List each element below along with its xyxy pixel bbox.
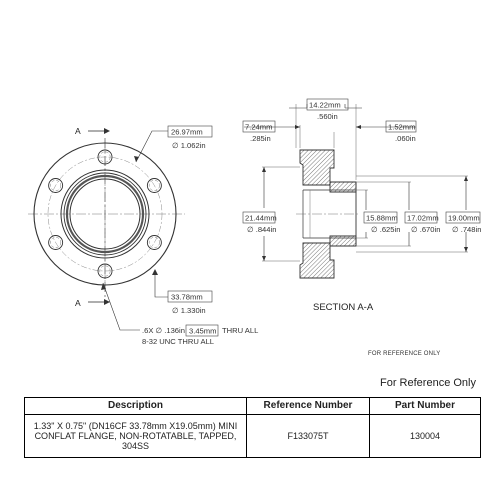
flange-od-in: ∅ 1.330in — [172, 306, 206, 315]
section-marker-top: A — [75, 126, 81, 136]
cell-part-number: 130004 — [370, 415, 481, 458]
dim-flange-thickness — [243, 121, 334, 148]
flange-thickness-in: .285in — [250, 134, 271, 143]
bolt-circle-in: ∅ 1.062in — [172, 141, 206, 150]
knife-edge-in: .060in — [395, 134, 416, 143]
reference-note: For Reference Only — [380, 377, 476, 389]
recess-in: ∅ .844in — [247, 225, 277, 234]
dim-bolt-circle — [134, 126, 212, 162]
table-row — [25, 415, 481, 458]
flange-od-mm: 33.78mm — [171, 292, 203, 302]
counterbore-mm: 19.00mm — [448, 213, 480, 223]
overall-length-in: .560in — [317, 112, 338, 121]
bore-in: ∅ .625in — [371, 225, 401, 234]
front-view — [28, 126, 258, 346]
dim-recess-diameter — [243, 167, 300, 261]
reference-note-small: FOR REFERENCE ONLY — [368, 351, 441, 357]
dim-bore-diameter — [356, 190, 400, 238]
part-info-table — [24, 397, 481, 458]
header-reference-number: Reference Number — [247, 398, 370, 415]
dim-flange-od — [152, 269, 212, 315]
flange-thickness-mm: 7.24mm — [245, 122, 273, 132]
overall-length-mm: 14.22mm — [309, 100, 341, 110]
tube-od-mm: 17.02mm — [407, 213, 439, 223]
header-part-number: Part Number — [370, 398, 481, 415]
cell-description: 1.33" X 0.75" (DN16CF 33.78mm X19.05mm) MINI CONFLAT FLANGE, NON-ROTATABLE, TAPPED, 304SS — [25, 415, 247, 458]
table-header-row — [25, 398, 481, 415]
holes-dia-mm: 3.45mm — [189, 326, 217, 336]
bolt-circle-mm: 26.97mm — [171, 127, 203, 137]
section-title: SECTION A-A — [313, 302, 374, 313]
bore-mm: 15.88mm — [366, 213, 398, 223]
recess-mm: 21.44mm — [245, 213, 277, 223]
holes-qty-dia: .6X ∅ .136in — [142, 326, 185, 335]
cell-reference-number: F133075T — [247, 415, 370, 458]
holes-thru: THRU ALL — [222, 326, 259, 335]
tube-od-in: ∅ .670in — [411, 225, 441, 234]
knife-edge-mm: 1.52mm — [388, 122, 416, 132]
section-view — [243, 99, 481, 313]
dim-knife-edge — [356, 121, 416, 143]
counterbore-in: ∅ .748in — [452, 225, 482, 234]
holes-thread: 8-32 UNC THRU ALL — [142, 337, 215, 346]
header-description: Description — [25, 398, 247, 415]
section-marker-bottom: A — [75, 298, 81, 308]
